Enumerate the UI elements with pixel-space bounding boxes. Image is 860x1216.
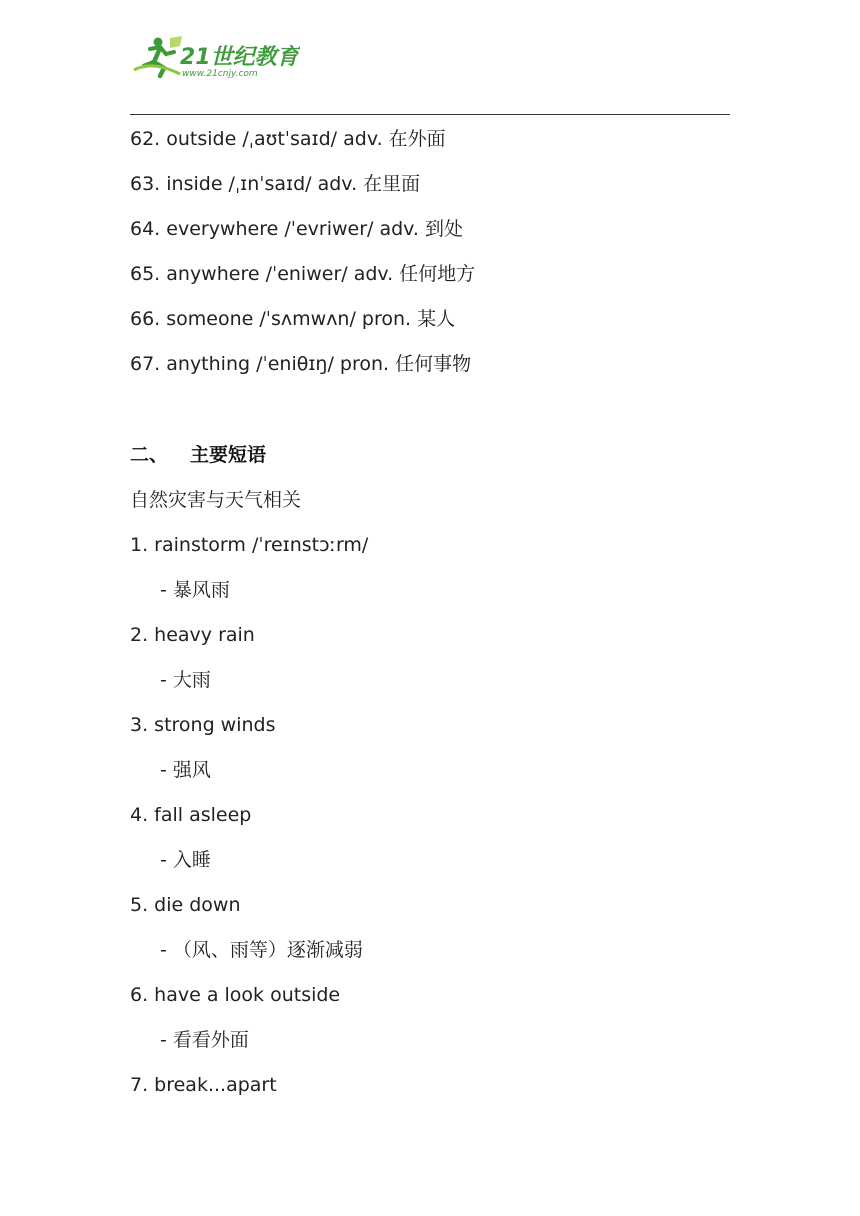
phrase-term: 3. strong winds	[130, 714, 276, 736]
phrase-term: 2. heavy rain	[130, 624, 255, 646]
vocab-item: 65. anywhere /ˈeniwer/ adv. 任何地方	[130, 263, 476, 285]
phrase-meaning: - 暴风雨	[160, 579, 230, 601]
vocab-item: 62. outside /ˌaʊtˈsaɪd/ adv. 在外面	[130, 128, 446, 150]
site-logo	[130, 34, 300, 82]
vocab-item: 64. everywhere /ˈevriwer/ adv. 到处	[130, 218, 464, 240]
header-divider	[130, 114, 730, 115]
section-number: 二、	[130, 444, 169, 466]
phrase-term: 4. fall asleep	[130, 804, 252, 826]
svg-text:www.21cnjy.com: www.21cnjy.com	[182, 69, 258, 79]
section-title-text: 主要短语	[190, 444, 267, 466]
running-person-icon	[130, 34, 300, 82]
section-subtitle: 自然灾害与天气相关	[130, 489, 302, 511]
vocab-item: 67. anything /ˈeniθɪŋ/ pron. 任何事物	[130, 353, 472, 375]
vocab-item: 63. inside /ˌɪnˈsaɪd/ adv. 在里面	[130, 173, 421, 195]
phrase-term: 1. rainstorm /ˈreɪnstɔːrm/	[130, 534, 369, 556]
phrase-meaning: - 看看外面	[160, 1029, 249, 1051]
page-header	[130, 34, 730, 116]
phrase-term: 5. die down	[130, 894, 241, 916]
phrase-meaning: - 强风	[160, 759, 211, 781]
section-heading	[130, 442, 266, 468]
phrase-meaning: - （风、雨等）逐渐减弱	[160, 939, 363, 961]
vocab-item: 66. someone /ˈsʌmwʌn/ pron. 某人	[130, 308, 456, 330]
phrase-term: 6. have a look outside	[130, 984, 341, 1006]
phrase-meaning: - 入睡	[160, 849, 211, 871]
phrase-term: 7. break...apart	[130, 1074, 277, 1096]
svg-text:21世纪教育: 21世纪教育	[180, 45, 299, 70]
phrase-meaning: - 大雨	[160, 669, 211, 691]
